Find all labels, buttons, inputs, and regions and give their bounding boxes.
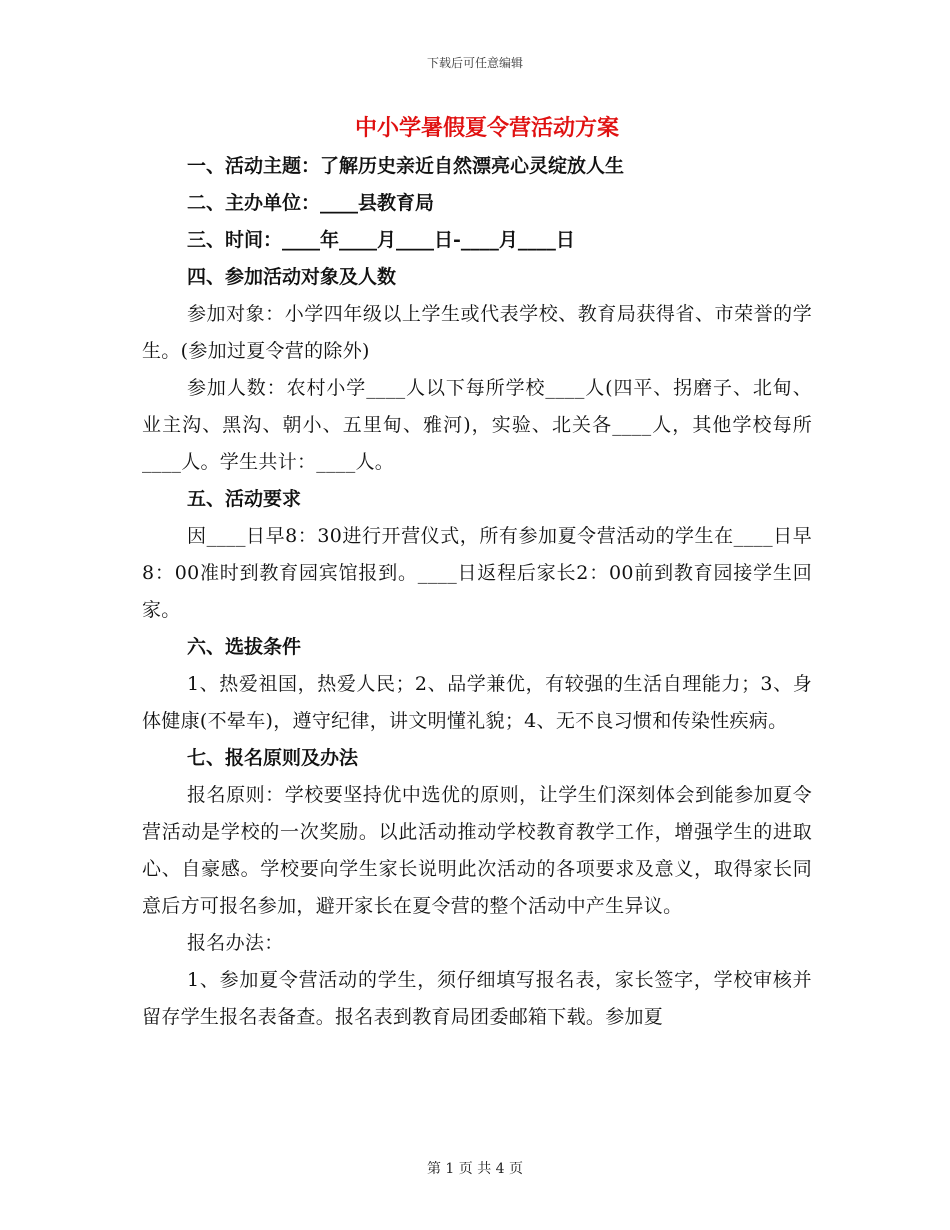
paragraph-participants-count: 参加人数：农村小学____人以下每所学校____人(四平、拐磨子、北甸、业主沟、黑沟、朝小、五里甸、雅河)，实验、北关各____人，其他学校每所____人。学生共计：____人。 — [142, 377, 812, 473]
document-body — [142, 108, 812, 1036]
section-heading-selection: 六、选拔条件 — [187, 636, 302, 658]
paragraph-selection: 1、热爱祖国，热爱人民；2、品学兼优，有较强的生活自理能力；3、身体健康(不晕车)，遵守纪律，讲文明懂礼貌；4、无不良习惯和传染性疾病。 — [142, 673, 812, 732]
paragraph-requirements: 因____日早8：30进行开营仪式，所有参加夏令营活动的学生在____日早8：00准时到教育园宾馆报到。____日返程后家长2：00前到教育园接学生回家。 — [142, 525, 812, 621]
section-heading-theme: 一、活动主题：了解历史亲近自然漂亮心灵绽放人生 — [187, 155, 625, 177]
section-heading-participants: 四、参加活动对象及人数 — [187, 266, 397, 288]
section-heading-time: 三、时间：____年____月____日-____月____日 — [187, 229, 575, 251]
section-heading-requirements: 五、活动要求 — [187, 488, 302, 510]
paragraph-registration-principle: 报名原则：学校要坚持优中选优的原则，让学生们深刻体会到能参加夏令营活动是学校的一次奖励。以此活动推动学校教育教学工作，增强学生的进取心、自豪感。学校要向学生家长说明此次活动的各项要求及意义，取得家长同意后方可报名参加，避开家长在夏令营的整个活动中产生异议。 — [142, 784, 812, 917]
paragraph-participants-target: 参加对象：小学四年级以上学生或代表学校、教育局获得省、市荣誉的学生。(参加过夏令营的除外) — [142, 303, 812, 362]
section-heading-registration: 七、报名原则及办法 — [187, 747, 359, 769]
paragraph-registration-method-1: 1、参加夏令营活动的学生，须仔细填写报名表，家长签字，学校审核并留存学生报名表备查。报名表到教育局团委邮箱下载。参加夏 — [142, 969, 812, 1028]
paragraph-registration-method-label: 报名办法： — [187, 932, 284, 954]
page-footer: 第 1 页 共 4 页 — [426, 1161, 524, 1177]
page-header: 下载后可任意编辑 — [426, 56, 523, 70]
section-heading-organizer: 二、主办单位：____县教育局 — [187, 192, 435, 214]
document-title: 中小学暑假夏令营活动方案 — [354, 115, 619, 141]
